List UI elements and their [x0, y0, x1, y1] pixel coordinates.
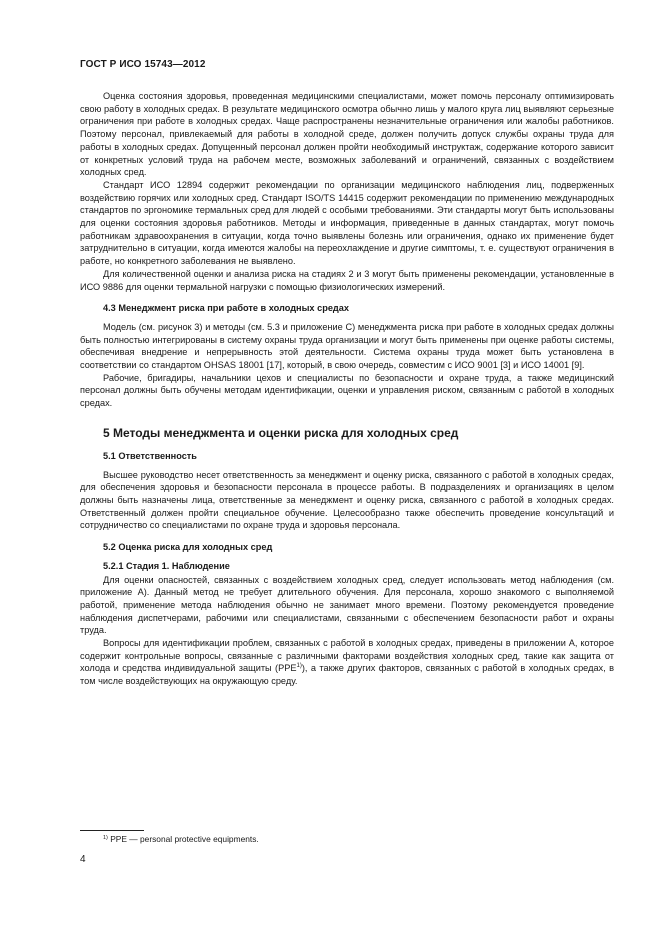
paragraph [80, 637, 614, 688]
document-body [80, 90, 614, 688]
paragraph: Рабочие, бригадиры, начальники цехов и специалисты по безопасности и охране труда, а также медицинский персонал должны быть обучены методам идентификации, оценки и управления риском, связанным с работой в холодных средах. [80, 372, 614, 409]
footnote-reference: 1) [296, 663, 302, 670]
footnote [103, 834, 259, 845]
paragraph: Высшее руководство несет ответственность за менеджмент и оценку риска, связанного с работой в холодных средах, для обеспечения здоровья и безопасности персонала в процессе работы. В подразделениях и организациях в целом должны быть назначены лица, ответственные за менеджмент и оценку риска, связанного с работой в холодных средах. Ответственный должен пройти специальное обучение. Целесообразно также обеспечить проведение консультаций и сотрудничество со специалистами по охране труда и здоровья персонала. [80, 469, 614, 531]
footnote-marker: 1) [103, 835, 108, 841]
paragraph: Оценка состояния здоровья, проведенная медицинскими специалистами, может помочь персоналу оптимизировать свою работу в холодных средах. В результате медицинского осмотра обычно лишь у малого круга лиц выявляют серьезные ограничения при работе в холодных средах. Чаще распространены незначительные ограничения или жалобы работников. Поэтому персонал, привлекаемый для работы в холодной среде, должен получить допуск службы охраны труда для работы в холодных средах. Допущенный персонал должен пройти необходимый инструктаж, содержание которого зависит от конкретных условий труда на рабочем месте, возможных заболеваний и ограничений, связанных с воздействием холодных сред. [80, 91, 614, 178]
paragraph-text: Вопросы для идентификации проблем, связанных с работой в холодных средах, приведены в приложении А, которое содержит контрольные вопросы, связанные с различными факторами воздействия холодных сред, такие как защита от холода и средства индивидуальной защиты (PPE [80, 638, 614, 674]
paragraph: Для количественной оценки и анализа риска на стадиях 2 и 3 могут быть применены рекомендации, установленные в ИСО 9886 для оценки термальной нагрузки с помощью физиологических измерений. [80, 268, 614, 292]
paragraph-text: ), а также других факторов, связанных с работой в холодных средах, в том числе воздействующих на окружающую среду. [80, 663, 614, 687]
paragraph: Стандарт ИСО 12894 содержит рекомендации по организации медицинского наблюдения лиц, подверженных воздействию горячих или холодных сред. Стандарт ISO/TS 14415 содержит рекомендации по применению международных стандартов по эргономике термальных сред для людей с особыми требованиями. Эти стандарты могут быть использованы для оценки состояния здоровья работников. Методы и информация, приведенные в данных стандартах, могут помочь работникам здравоохранения в ситуации, когда точно выявлены болезнь или ограничения, однако их применение будет затруднительно в ситуации, когда имеются жалобы на переохлаждение и другие симптомы, т. е. существуют ограничения в работе, но конкретного заболевания не выявлено. [80, 179, 614, 267]
section-heading-5-1: 5.1 Ответственность [103, 450, 197, 461]
section-heading-4-3: 4.3 Менеджмент риска при работе в холодных средах [103, 303, 349, 314]
paragraph: Модель (см. рисунок 3) и методы (см. 5.3 и приложение С) менеджмента риска при работе в холодных средах должны быть полностью интегрированы в систему охраны труда организации и могут быть применены при оценке работы системы, обеспечивая внедрение и непрерывность этой деятельности. Система охраны труда может быть установлена в соответствии со стандартом OHSAS 18001 [17], который, в свою очередь, совместим с ИСО 9001 [3] и ИСО 14001 [9]. [80, 321, 614, 371]
section-heading-5-2-1: 5.2.1 Стадия 1. Наблюдение [103, 560, 230, 571]
section-heading-5-2: 5.2 Оценка риска для холодных сред [103, 542, 273, 553]
page-number: 4 [80, 854, 86, 865]
footnote-text: PPE — personal protective equipments. [110, 834, 259, 844]
paragraph: Для оценки опасностей, связанных с воздействием холодных сред, следует использовать метод наблюдения (см. приложение А). Данный метод не требует длительного обучения. Для персонала, хорошо знакомого с выполняемой работой, применение метода наблюдения обычно не занимает много времени. Поэтому рекомендуется проведение наблюдения диспетчерами, рабочими или специалистами, связанными с обеспечением безопасности работ и охраны труда. [80, 574, 614, 636]
section-heading-5: 5 Методы менеджмента и оценки риска для холодных сред [103, 425, 459, 440]
footnote-divider [80, 830, 144, 831]
document-header: ГОСТ Р ИСО 15743—2012 [80, 59, 206, 70]
